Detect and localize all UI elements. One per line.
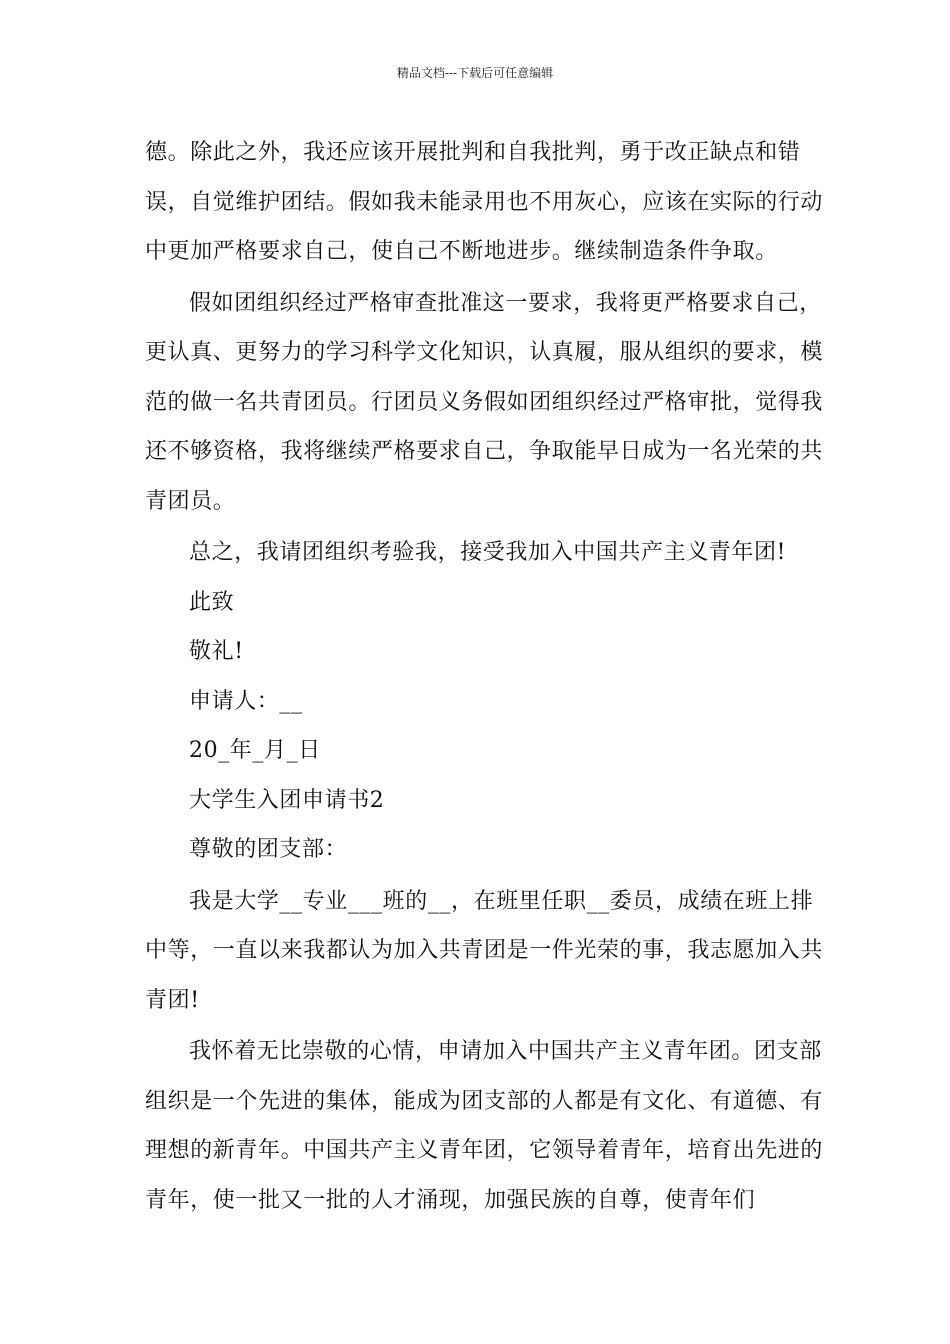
paragraph-4: 我是大学__专业___班的__，在班里任职__委员，成绩在班上排中等，一直以来我都认为加入共青团是一件光荣的事，我志愿加入共青团! (145, 888, 824, 1013)
regards-line: 敬礼! (189, 639, 244, 664)
paragraph-5: 我怀着无比崇敬的心情，申请加入中国共产主义青年团。团支部组织是一个先进的集体，能成为团支部的人都是有文化、有道德、有理想的新青年。中国共产主义青年团，它领导着青年，培育出先进的青年，使一批又一批的人才涌现，加强民族的自尊，使青年们 (145, 1039, 824, 1213)
page-header: 精品文档---下载后可任意编辑 (396, 66, 554, 80)
document-body (145, 128, 835, 1225)
addressee-line: 尊敬的团支部： (189, 837, 348, 862)
date-line: 20_年_月_日 (189, 738, 321, 763)
paragraph-1: 德。除此之外，我还应该开展批判和自我批判，勇于改正缺点和错误，自觉维护团结。假如我未能录用也不用灰心，应该在实际的行动中更加严格要求自己，使自己不断地进步。继续制造条件争取。 (145, 140, 824, 264)
applicant-line: 申请人：__ (189, 688, 303, 714)
salutation-line: 此致 (189, 589, 235, 615)
paragraph-3: 总之，我请团组织考验我，接受我加入中国共产主义青年团! (189, 540, 787, 565)
paragraph-2: 假如团组织经过严格审查批准这一要求，我将更严格要求自己，更认真、更努力的学习科学文化知识，认真履，服从组织的要求，模范的做一名共青团员。行团员义务假如团组织经过严格审批，觉得我还不够资格，我将继续严格要求自己，争取能早日成为一名光荣的共青团员。 (145, 290, 824, 514)
section-title: 大学生入团申请书2 (189, 787, 385, 813)
